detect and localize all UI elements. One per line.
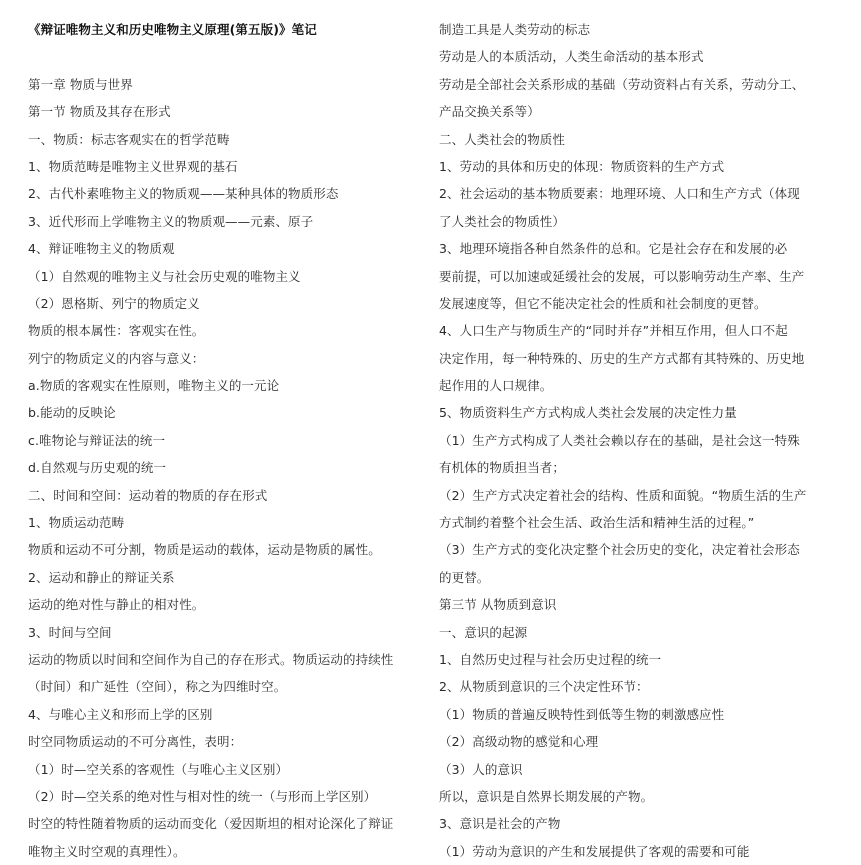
text-line: 二、人类社会的物质性 (439, 131, 566, 147)
text-line: 二、时间和空间：运动着的物质的存在形式 (28, 487, 268, 503)
text-line: 1、物质范畴是唯物主义世界观的基石 (28, 158, 238, 174)
right-column (439, 16, 837, 865)
text-line: 一、物质：标志客观实在的哲学范畴 (28, 131, 230, 147)
text-line: 3、时间与空间 (28, 624, 112, 640)
text-line: 2、社会运动的基本物质要素：地理环境、人口和生产方式（体现 (439, 186, 800, 202)
text-line: 方式制约着整个社会生活、政治生活和精神生活的过程。” (439, 515, 755, 531)
text-line: （1）时—空关系的客观性（与唯心主义区别） (28, 761, 289, 777)
text-line: 2、古代朴素唯物主义的物质观——某种具体的物质形态 (28, 186, 339, 202)
text-line: 5、物质资料生产方式构成人类社会发展的决定性力量 (439, 405, 737, 421)
text-line: 产品交换关系等） (439, 104, 540, 120)
text-line: b.能动的反映论 (28, 405, 116, 421)
left-column (28, 16, 420, 865)
text-line: 2、从物质到意识的三个决定性环节： (439, 679, 649, 695)
text-line: 1、物质运动范畴 (28, 515, 125, 531)
text-line: （时间）和广延性（空间），称之为四维时空。 (28, 679, 287, 695)
text-line: （1）生产方式构成了人类社会赖以存在的基础，是社会这一特殊 (439, 432, 800, 448)
text-line: 发展速度等，但它不能决定社会的性质和社会制度的更替。 (439, 295, 767, 311)
text-line: 1、自然历史过程与社会历史过程的统一 (439, 651, 662, 667)
text-line: （2）恩格斯、列宁的物质定义 (28, 295, 200, 311)
text-line: 的更替。 (439, 569, 490, 585)
text-line: （1）劳动为意识的产生和发展提供了客观的需要和可能 (439, 843, 750, 859)
section-heading: 第一节 物质及其存在形式 (28, 104, 171, 120)
text-line: （2）生产方式决定着社会的结构、性质和面貌。“物质生活的生产 (439, 487, 807, 503)
text-line: 了人类社会的物质性） (439, 213, 566, 229)
text-line: （3）人的意识 (439, 761, 523, 777)
text-line: 要前提，可以加速或延缓社会的发展，可以影响劳动生产率、生产 (439, 268, 805, 284)
text-line: （1）物质的普遍反映特性到低等生物的刺激感应性 (439, 706, 725, 722)
document-title: 《辩证唯物主义和历史唯物主义原理(第五版)》笔记 (28, 22, 317, 37)
text-line: 起作用的人口规律。 (439, 378, 553, 394)
blank-line (28, 43, 420, 70)
text-line: 时空同物质运动的不可分离性，表明： (28, 734, 243, 750)
text-line: 一、意识的起源 (439, 624, 528, 640)
text-line: 4、人口生产与物质生产的“同时并存”并相互作用，但人口不起 (439, 323, 788, 339)
text-line: 3、近代形而上学唯物主义的物质观——元素、原子 (28, 213, 314, 229)
text-line: （2）时—空关系的绝对性与相对性的统一（与形而上学区别） (28, 788, 377, 804)
text-line: 劳动是全部社会关系形成的基础（劳动资料占有关系，劳动分工、 (439, 76, 805, 92)
text-line: 唯物主义时空观的真理性）。 (28, 843, 186, 859)
text-line: 列宁的物质定义的内容与意义： (28, 350, 205, 366)
text-line: 2、运动和静止的辩证关系 (28, 569, 175, 585)
text-line: 制造工具是人类劳动的标志 (439, 22, 591, 37)
text-line: 物质的根本属性：客观实在性。 (28, 323, 205, 339)
text-line: （1）自然观的唯物主义与社会历史观的唯物主义 (28, 268, 301, 284)
text-line: 劳动是人的本质活动，人类生命活动的基本形式 (439, 49, 704, 65)
text-line: （2）高级动物的感觉和心理 (439, 734, 599, 750)
text-line: 4、辩证唯物主义的物质观 (28, 241, 175, 257)
text-line: 运动的物质以时间和空间作为自己的存在形式。物质运动的持续性 (28, 651, 394, 667)
text-line: 3、意识是社会的产物 (439, 816, 561, 832)
text-line: 决定作用，每一种特殊的、历史的生产方式都有其特殊的、历史地 (439, 350, 805, 366)
text-line: 4、与唯心主义和形而上学的区别 (28, 706, 213, 722)
chapter-heading: 第一章 物质与世界 (28, 76, 133, 92)
text-line: 运动的绝对性与静止的相对性。 (28, 597, 205, 613)
text-line: 时空的特性随着物质的运动而变化（爱因斯坦的相对论深化了辩证 (28, 816, 394, 832)
text-line: 1、劳动的具体和历史的体现：物质资料的生产方式 (439, 158, 725, 174)
text-line: （3）生产方式的变化决定整个社会历史的变化，决定着社会形态 (439, 542, 800, 558)
text-line: d.自然观与历史观的统一 (28, 460, 167, 476)
text-line: a.物质的客观实在性原则，唯物主义的一元论 (28, 378, 280, 394)
text-line: 所以，意识是自然界长期发展的产物。 (439, 788, 654, 804)
text-line: 3、地理环境指各种自然条件的总和。它是社会存在和发展的必 (439, 241, 788, 257)
text-line: 物质和运动不可分割，物质是运动的载体，运动是物质的属性。 (28, 542, 381, 558)
section-heading: 第三节 从物质到意识 (439, 597, 557, 613)
text-line: 有机体的物质担当者； (439, 460, 566, 476)
text-line: c.唯物论与辩证法的统一 (28, 432, 166, 448)
